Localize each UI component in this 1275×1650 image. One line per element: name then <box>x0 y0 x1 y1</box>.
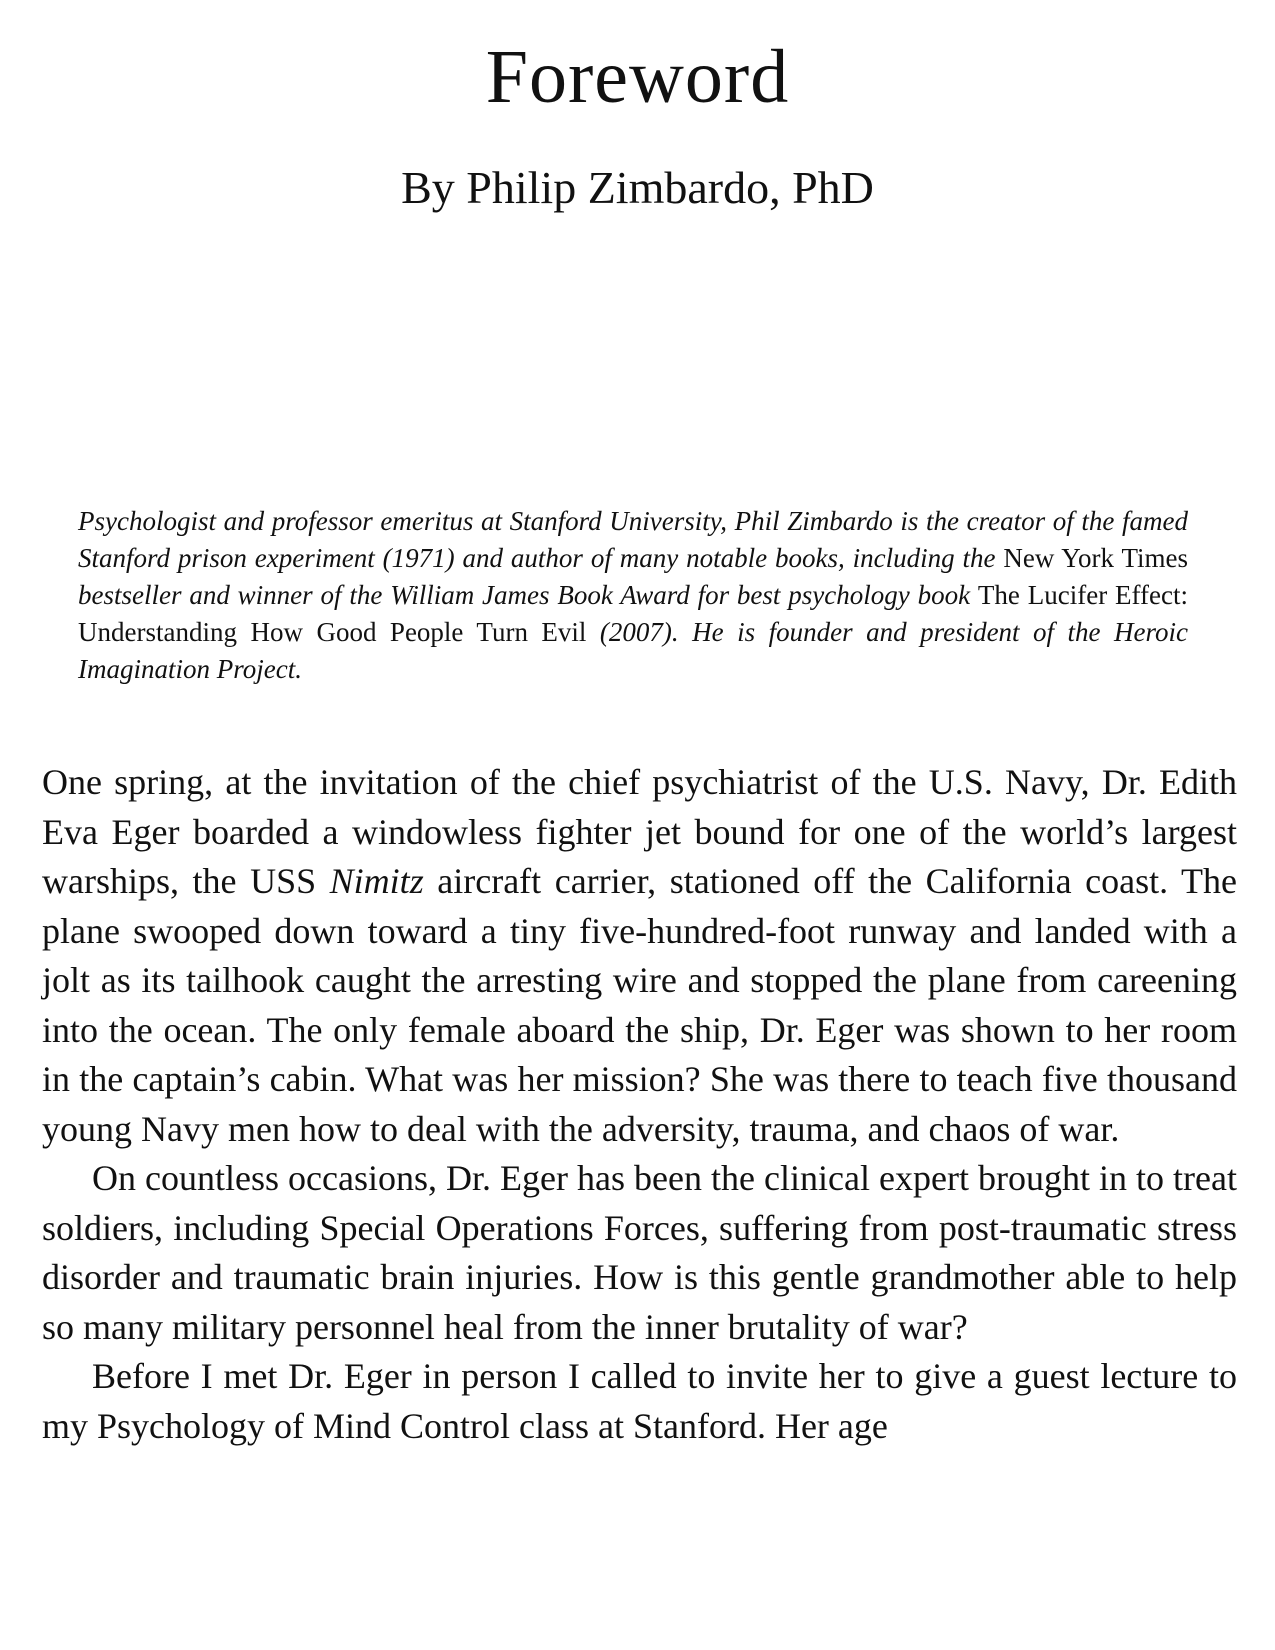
bio-text-part1: Psychologist and professor emeritus at Stanford University, Phil Zimbardo is the creator of the famed Stanford prison experiment (1971) and author of many notable books, including the <box>78 506 1188 573</box>
body-paragraph-1 <box>42 758 1237 1154</box>
bio-text-part2: bestseller and winner of the William James Book Award for best psychology book <box>78 580 978 610</box>
paragraph-1-text-after: aircraft carrier, stationed off the California coast. The plane swooped down toward a tiny five-hundred-foot runway and landed with a jolt as its tailhook caught the arresting wire and stopped the plane from careening into the ocean. The only female aboard the ship, Dr. Eger was shown to her room in the captain’s cabin. What was her mission? She was there to teach five thousand young Navy men how to deal with the adversity, trauma, and chaos of war. <box>42 861 1237 1149</box>
bio-text-part3: (2007). He is founder and president of the Heroic Imagination Project. <box>78 617 1188 684</box>
body-paragraph-3: Before I met Dr. Eger in person I called to invite her to give a guest lecture to my Psychology of Mind Control class at Stanford. Her age <box>42 1356 1237 1446</box>
paragraph-1-text-before: One spring, at the invitation of the chief psychiatrist of the U.S. Navy, Dr. Edith Eva Eger boarded a windowless fighter jet bound for one of the world’s largest warships, the USS <box>42 762 1237 901</box>
ship-name: Nimitz <box>329 861 424 901</box>
page-title: Foreword <box>485 35 790 119</box>
body-paragraph-2: On countless occasions, Dr. Eger has been the clinical expert brought in to treat soldiers, including Special Operations Forces, suffering from post-traumatic stress disorder and traumatic brain injuries. How is this gentle grandmother able to help so many military personnel heal from the inner brutality of war? <box>42 1158 1237 1347</box>
author-byline: By Philip Zimbardo, PhD <box>401 162 874 213</box>
author-bio <box>78 503 1188 688</box>
bio-publication-name: New York Times <box>1003 543 1188 573</box>
foreword-body <box>42 758 1237 1451</box>
bio-book-title: The Lucifer Effect: Understanding How Good People Turn Evil <box>78 580 1188 647</box>
